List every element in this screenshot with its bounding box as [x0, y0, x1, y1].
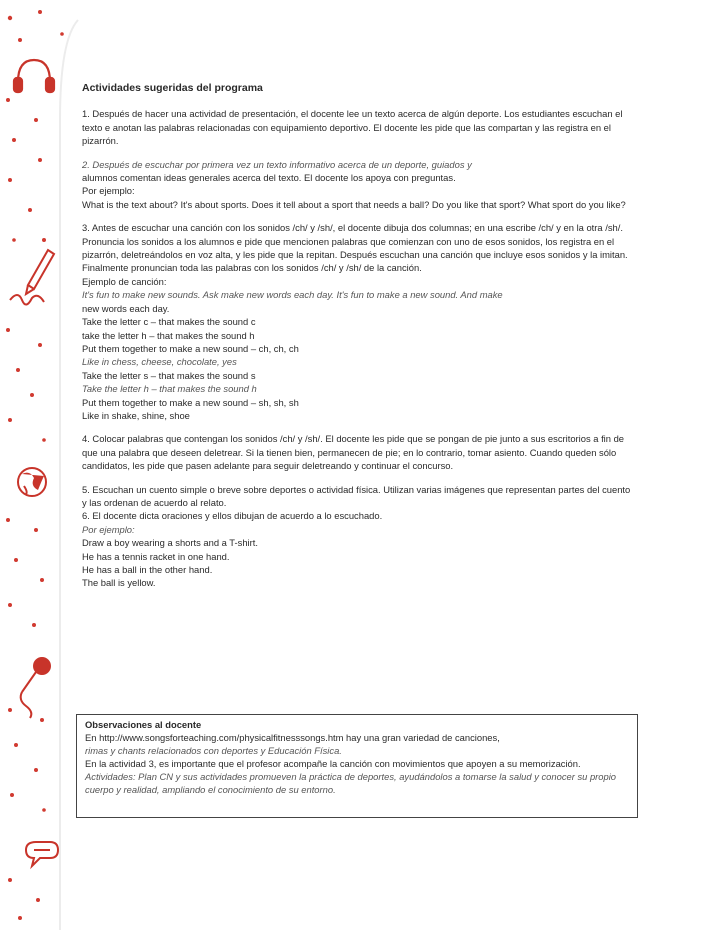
song-line: take the letter h – that makes the sound h [82, 329, 255, 341]
red-dots [6, 10, 64, 920]
song-line: Put them together to make a new sound – ch, ch, ch [82, 342, 299, 354]
activity-2-line: Por ejemplo: [82, 185, 135, 197]
song-line: Put them together to make a new sound – sh, sh, sh [82, 396, 299, 408]
observations-line: rimas y chants relacionados con deportes y Educación Física. [85, 745, 342, 756]
dictation-line: Draw a boy wearing a shorts and a T-shirt. [82, 537, 258, 549]
dictation-line: He has a ball in the other hand. [82, 564, 213, 575]
observations-line: En la actividad 3, es importante que el profesor acompañe la canción con movimientos que apoyen a su memorización. [85, 758, 581, 769]
song-example-label: Ejemplo de canción: [82, 275, 167, 287]
speech-bubble-icon [26, 842, 58, 866]
activity-1: 1. Después de hacer una actividad de presentación, el docente lee un texto acerca de algún deporte. Los estudiantes escuchan el texto e anotan las palabras relacionadas con equipamiento deportivo. El docente les pide que las compartan y las registra en el pizarrón. [82, 108, 623, 147]
teacher-observations-box [76, 714, 638, 818]
observations-title: Observaciones al docente [85, 719, 202, 730]
activity-2-line: alumnos comentan ideas generales acerca del texto. El docente los apoya con preguntas. [82, 172, 456, 184]
headphones-icon [14, 60, 54, 92]
page-title: Actividades sugeridas del programa [82, 82, 263, 94]
microphone-icon [21, 658, 50, 718]
pencil-icon [10, 250, 54, 305]
observations-line: En http://www.songsforteaching.com/physicalfitnesssongs.htm hay una gran variedad de canciones, [85, 732, 500, 743]
activity-5: 5. Escuchan un cuento simple o breve sobre deportes o actividad física. Utilizan varias imágenes que representan partes del cuento y las ordenan de acuerdo al relato. [82, 483, 631, 508]
dictation-line: The ball is yellow. [82, 577, 156, 589]
song-line: Take the letter s – that makes the sound s [82, 369, 256, 381]
observations-line: Actividades: Plan CN y sus actividades promueven la práctica de deportes, ayudándolos a tomarse la salud y conocer su propio cuerpo y realidad, ampliando el conocimiento de su entorno. [85, 771, 617, 795]
song-line: It's fun to make new sounds. Ask make new words each day. It's fun to make a new sound. And make [82, 289, 503, 301]
margin-decoration [0, 0, 80, 930]
globe-icon [18, 468, 46, 496]
dictation-line: He has a tennis racket in one hand. [82, 550, 230, 562]
activity-6-example-label: Por ejemplo: [82, 523, 135, 535]
song-line: Take the letter h – that makes the sound h [82, 383, 257, 395]
song-line: new words each day. [82, 302, 170, 314]
activity-2-intro: 2. Después de escuchar por primera vez un texto informativo acerca de un deporte, guiados y [82, 158, 472, 170]
activity-6: 6. El docente dicta oraciones y ellos dibujan de acuerdo a lo escuchado. [82, 510, 383, 522]
activity-2-line: What is the text about? It's about sports. Does it tell about a sport that needs a ball? Do you like that sport? What sport do you like? [82, 198, 626, 210]
song-line: Take the letter c – that makes the sound c [82, 316, 256, 328]
activities-content [82, 82, 634, 590]
song-line: Like in chess, cheese, chocolate, yes [82, 356, 237, 368]
song-line: Like in shake, shine, shoe [82, 409, 190, 421]
activity-3: 3. Antes de escuchar una canción con los sonidos /ch/ y /sh/, el docente dibuja dos columnas; en una escribe /ch/ y en la otra /sh/. Pronuncia los sonidos a los alumnos e pide que mencionen palabras que comienzan con uno de esos sonidos, los registra en el pizarrón, deletreándolos en voz alta, y les pide que la repitan. Después escuchan una canción que incluye esos sonidos y la imitan. Finalmente pronuncian toda las palabras con los sonidos /ch/ y /sh/ de la canción. [82, 222, 628, 274]
activity-4: 4. Colocar palabras que contengan los sonidos /ch/ y /sh/. El docente les pide que se pongan de pie junto a sus escritorios a fin de que una palabra que deseen deletrear. Si la tienen bien, permanecen de pie; en lo contrario, tomar asiento. Cuando queden sólo candidatos, les pide que pasen adelante para seguir deletreando y continuar el concurso. [82, 433, 625, 472]
